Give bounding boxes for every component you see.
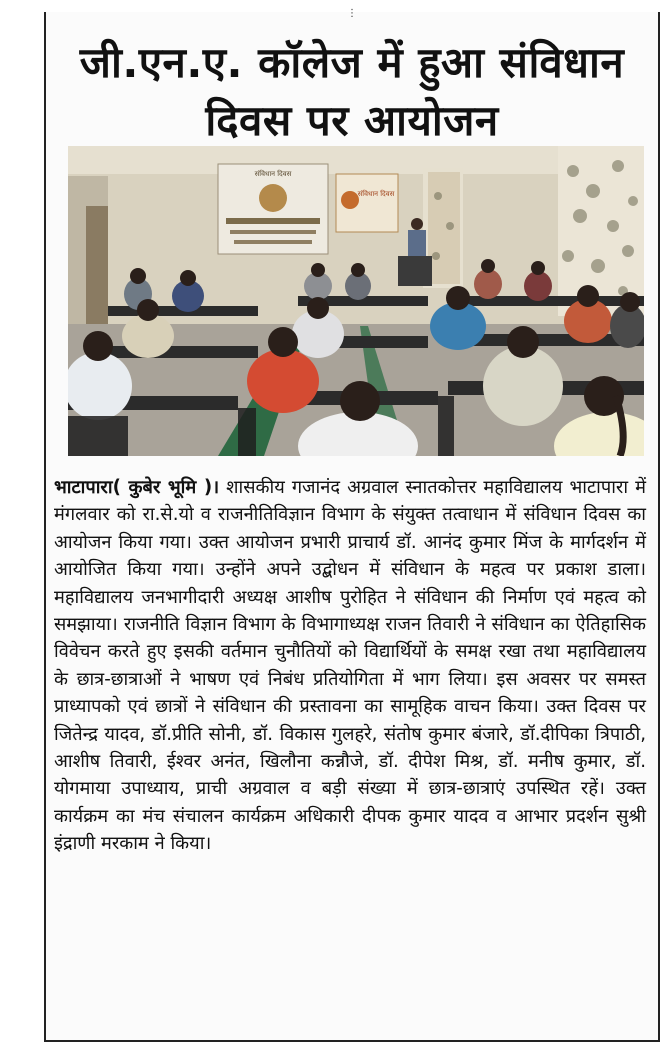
stage-banner xyxy=(218,164,328,254)
side-banner xyxy=(336,174,398,232)
article-text: शासकीय गजानंद अग्रवाल स्नातकोत्तर महाविद्यालय भाटापारा में मंगलवार को रा.से.यो व राजनीतिविज्ञान विभाग के संयुक्त तत्वाधान में संविधान दिवस का आयोजन किया गया। उक्त आयोजन प्रभारी प्राचार्य डॉ. आनंद कुमार मिंज के मार्गदर्शन में आयोजित किया गया। उन्होंने अपने उद्बोधन में संविधान के महत्व पर प्रकाश डाला। महाविद्यालय जनभागीदारी अध्यक्ष आशीष पुरोहित ने संविधान की निर्माण एवं महत्व को समझाया। राजनीति विज्ञान विभाग के विभागाध्यक्ष राजन तिवारी ने संविधान का ऐतिहासिक विवेचन करते हुए इसकी वर्तमान चुनौतियों को विद्यार्थियों के समक्ष रखा तथा महाविद्यालय के छात्र-छात्राओं ने भाषण एवं निबंध प्रतियोगिता में भाग लिया। इस अवसर पर समस्त प्राध्यापको एवं छात्रों ने संविधान की प्रस्तावना का सामूहिक वाचन किया। उक्त दिवस पर जितेन्द्र यादव, डॉ.प्रीति सोनी, डॉ. विकास गुलहरे, संतोष कुमार बंजारे, डॉ.दीपिका त्रिपाठी, आशीष तिवारी, ईश्वर अनंत, खिलौना कन्नौजे, डॉ. दीपेश मिश्र, डॉ. मनीष कुमार, डॉ. योगमाया उपाध्याय, प्राची अग्रवाल व बड़ी संख्या में छात्र-छात्राएं उपस्थित रहें। उक्त कार्यक्रम का मंच संचालन कार्यक्रम अधिकारी दीपक कुमार यादव व आभार प्रदर्शन सुश्री इंद्राणी मरकाम ने किया। xyxy=(54,477,646,855)
event-photo-drawing xyxy=(68,146,644,456)
headline-line-1: जी.एन.ए. कॉलेज में हुआ संविधान xyxy=(79,38,625,87)
banner-main-text: संविधान दिवस xyxy=(254,170,292,178)
headline xyxy=(54,34,650,150)
event-photo xyxy=(68,146,644,456)
clip-top-mark: ⋮ xyxy=(347,8,357,19)
article-dateline: भाटापारा( कुबेर भूमि )। xyxy=(54,477,220,498)
banner-right-text: संविधान दिवस xyxy=(357,190,395,198)
article-body xyxy=(54,474,646,858)
headline-line-2: दिवस पर आयोजन xyxy=(205,96,499,145)
news-clipping xyxy=(44,8,660,1042)
